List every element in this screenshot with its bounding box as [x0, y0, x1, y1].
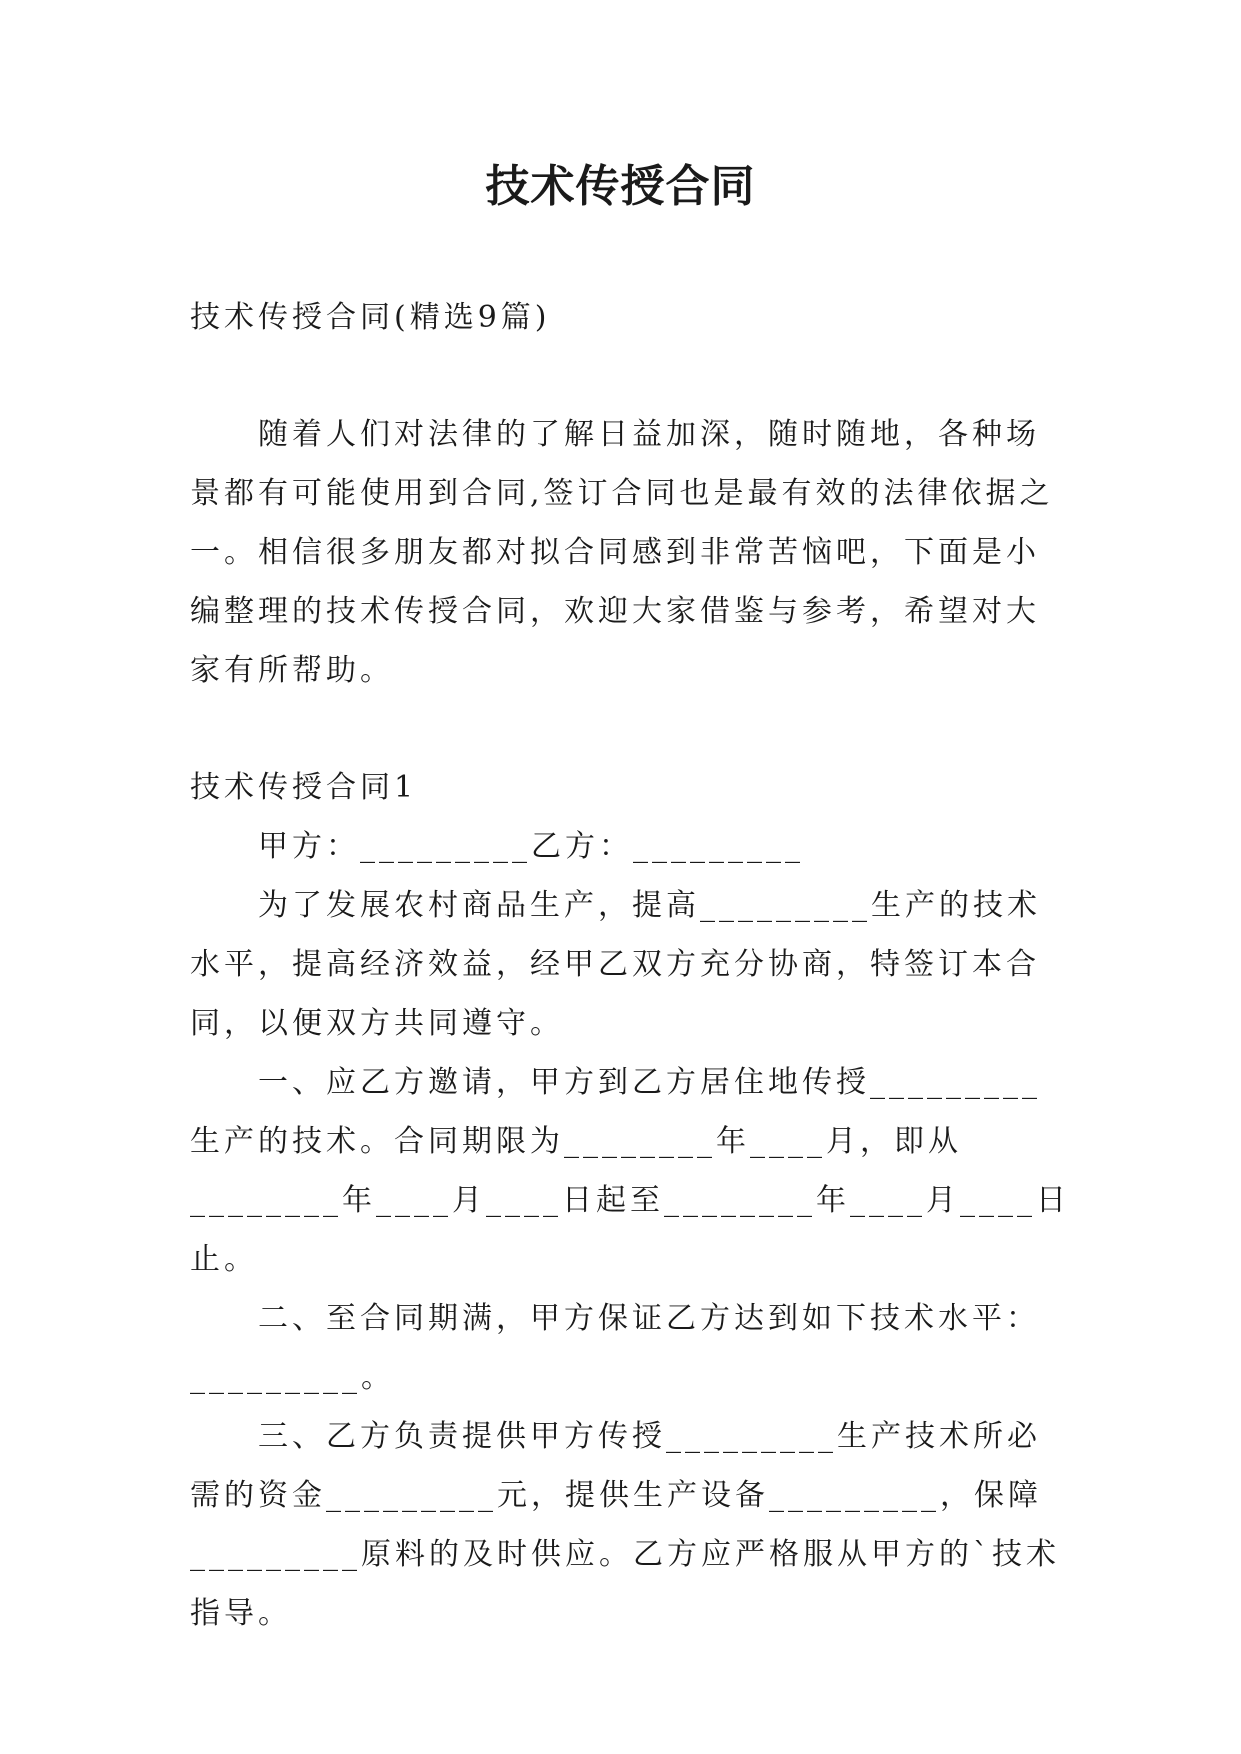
- document-title: 技术传授合同: [485, 161, 756, 212]
- clause-one: 一、应乙方邀请，甲方到乙方居住地传授_________生产的技术。合同期限为________年____月，即从________年____月____日起至________年____月____日止。: [190, 1065, 1070, 1277]
- section-heading: 技术传授合同1: [190, 770, 418, 805]
- document-body: [190, 288, 1070, 1643]
- clause-two: 二、至合同期满，甲方保证乙方达到如下技术水平：_________。: [190, 1301, 1040, 1395]
- purpose-paragraph: 为了发展农村商品生产，提高_________生产的技术水平，提高经济效益，经甲乙双方充分协商，特签订本合同，以便双方共同遵守。: [190, 888, 1041, 1041]
- document-subtitle: 技术传授合同(精选9篇): [190, 300, 551, 335]
- parties-line: 甲方：_________乙方：_________: [258, 829, 804, 864]
- intro-paragraph: 随着人们对法律的了解日益加深，随时随地，各种场景都有可能使用到合同,签订合同也是最有效的法律依据之一。相信很多朋友都对拟合同感到非常苦恼吧，下面是小编整理的技术传授合同，欢迎大家借鉴与参考，希望对大家有所帮助。: [190, 417, 1054, 688]
- clause-three: 三、乙方负责提供甲方传授_________生产技术所必需的资金_________元，提供生产设备_________，保障_________原料的及时供应。乙方应严格服从甲方的`技术指导。: [190, 1419, 1060, 1631]
